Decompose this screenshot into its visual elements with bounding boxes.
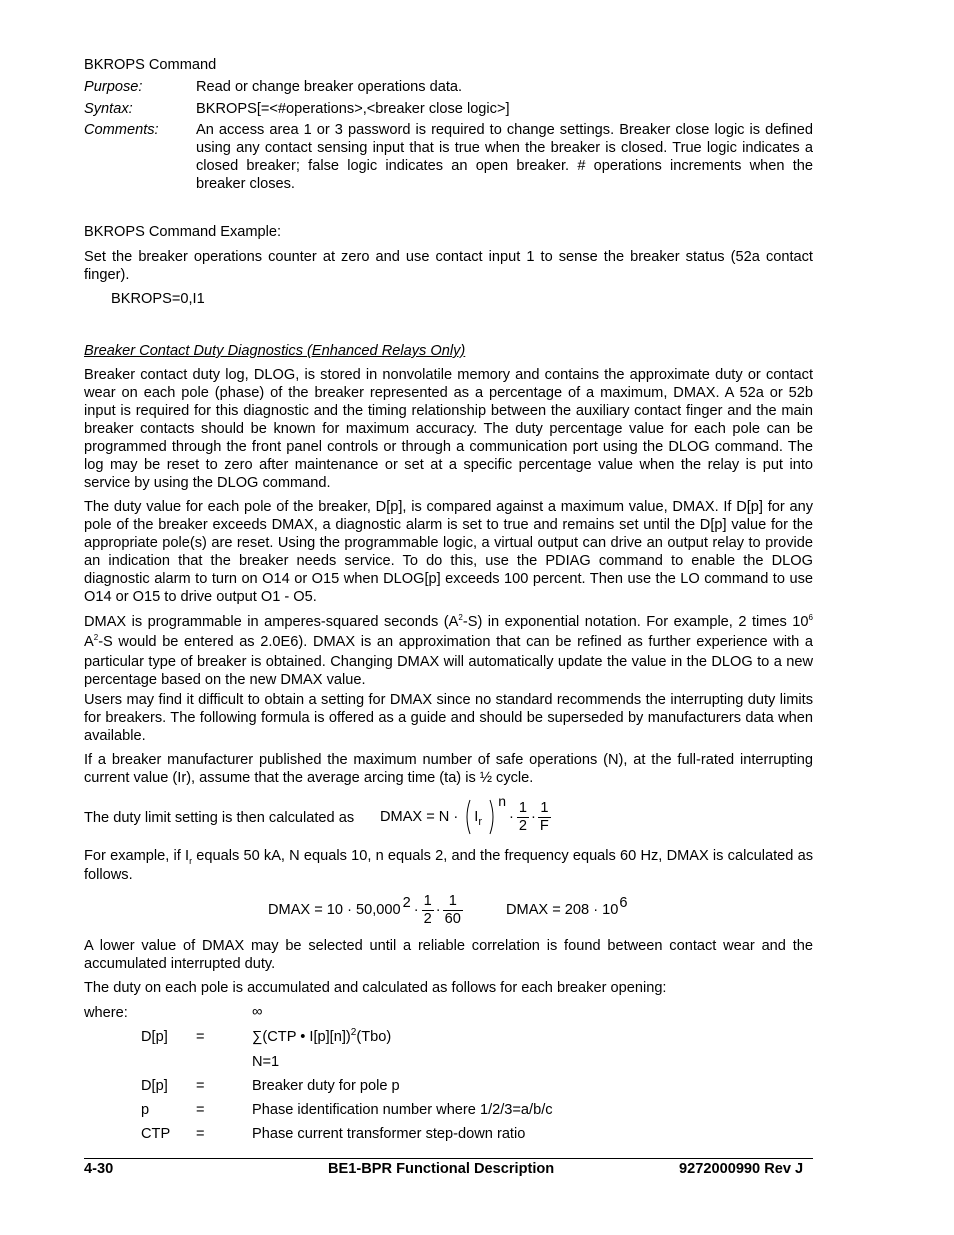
infinity-symbol: ∞ — [252, 1004, 263, 1020]
where-equals: = — [196, 1029, 205, 1045]
duty-summation: ∑(CTP • I[p][n])$^2$(Tbo) — [252, 1027, 392, 1045]
example-heading: BKROPS Command Example: — [84, 224, 282, 240]
command-heading: BKROPS Command — [84, 57, 217, 73]
ir-paren-group: $I_r$ — [462, 797, 498, 837]
section-title: Breaker Contact Duty Diagnostics (Enhanced Relays Only) — [84, 343, 466, 359]
dmax-example-result: DMAX = 208 · 10 6 — [506, 895, 628, 918]
paragraph-dmax-compare: The duty value for each pole of the breaker, D[p], is compared against a maximum value, DMAX. If D[p] for any pole of the breaker exceeds DMAX, a diagnostic alarm is set to true and remains set until the D[p] value for the appropriate pole(s) are reset. Using the programmable logic, a virtual output can drive an output relay to provide an indication that the breaker needs service. To do this, use the PDIAG command to enable the DLOG diagnostic alarm to turn on O14 or O15 when DLOG[p] exceeds 100 percent. Then use the LO command to use O14 or O15 to drive output O1 - O5. — [84, 499, 813, 605]
where-symbol: CTP — [141, 1126, 171, 1142]
where-symbol: D[p] — [141, 1029, 168, 1045]
syntax-label: Syntax: — [84, 101, 133, 117]
paragraph-dlog: Breaker contact duty log, DLOG, is stored in nonvolatile memory and contains the approximate duty or contact wear on each pole (phase) of the breaker represented as a percentage of a maximum, DMAX. A 52a or 52b input is required for this diagnostic and the timing relationship between the auxiliary contact finger and the main breaker contacts should be known for maximum accuracy. The duty percentage value for each pole can be programmed through the front panel controls or through a communication port using the DLOG command. The log may be reset to zero after maintenance or set at a specific percentage value when the relay is put into service by using the DLOG command. — [84, 367, 813, 491]
dmax-example-formula: DMAX = 10 · 50,000 2 · 1 2 · 1 60 — [268, 892, 461, 927]
dmax-formula: DMAX = N · $I_r$ n · 1 2 · 1 F — [380, 796, 551, 838]
purpose-text: Read or change breaker operations data. — [196, 79, 463, 95]
where-description: Phase current transformer step-down ratio — [252, 1126, 526, 1142]
paragraph-lower-dmax: A lower value of DMAX may be selected until a reliable correlation is found between contact wear and the accumulated interrupted duty. — [84, 938, 813, 972]
example-code: BKROPS=0,I1 — [111, 291, 205, 307]
fraction-one-sixtieth: 1 60 — [444, 892, 461, 927]
comments-label: Comments: — [84, 122, 159, 138]
paragraph-manufacturer: If a breaker manufacturer published the maximum number of safe operations (N), at the full-rated interrupting current value (Ir), assume that the average arcing time (ta) is ½ cycle. — [84, 752, 813, 786]
purpose-label: Purpose: — [84, 79, 143, 95]
where-description: Phase identification number where 1/2/3=a/b/c — [252, 1102, 553, 1118]
fraction-one-half: 1 2 — [518, 799, 528, 834]
comments-text: An access area 1 or 3 password is required to change settings. Breaker close logic is defined using any contact sensing input that is true when the breaker is closed. True logic indicates a closed breaker; false logic indicates an open breaker. # operations increments when the breaker closes. — [196, 122, 813, 192]
where-symbol: p — [141, 1102, 150, 1118]
document-number: 9272000990 Rev J — [679, 1161, 804, 1177]
where-label: where: — [84, 1005, 128, 1021]
document-title: BE1-BPR Functional Description — [328, 1161, 555, 1177]
where-symbol: D[p] — [141, 1078, 168, 1094]
paragraph-example: For example, if $I_r$ equals 50 kA, N equals 10, n equals 2, and the frequency equals 60 Hz, DMAX is calculated as follows. — [84, 848, 813, 883]
example-text: Set the breaker operations counter at zero and use contact input 1 to sense the breaker status (52a contact finger). — [84, 249, 813, 283]
fraction-one-over-f: 1 F — [539, 799, 549, 834]
paragraph-guide: Users may find it difficult to obtain a setting for DMAX since no standard recommends the interrupting duty limits for breakers. The following formula is offered as a guide and should be superseded by manufacturers data when available. — [84, 692, 813, 744]
fraction-one-half: 1 2 — [423, 892, 432, 927]
page-number: 4-30 — [84, 1161, 114, 1177]
where-equals: = — [196, 1078, 205, 1094]
where-description: Breaker duty for pole p — [252, 1078, 400, 1094]
paragraph-dmax-units: DMAX is programmable in amperes-squared seconds $(A^2-S)$ in exponential notation. For example, 2 times $10^6$ $A^2-S$ would be entered as 2.0E6). DMAX is an approximation that can be refined as further experience with a particular type of breaker is obtained. Changing DMAX will automatically update the value in the DLOG to a new percentage based on the new DMAX value. — [84, 613, 813, 688]
summation-lower-limit: N=1 — [252, 1054, 280, 1070]
syntax-text: BKROPS[=<#operations>,<breaker close logic>] — [196, 101, 510, 117]
footer-rule — [84, 1158, 813, 1159]
where-equals: = — [196, 1126, 205, 1142]
where-equals: = — [196, 1102, 205, 1118]
paragraph-accumulated: The duty on each pole is accumulated and calculated as follows for each breaker opening: — [84, 980, 667, 996]
formula-lead: The duty limit setting is then calculated as — [84, 810, 355, 826]
